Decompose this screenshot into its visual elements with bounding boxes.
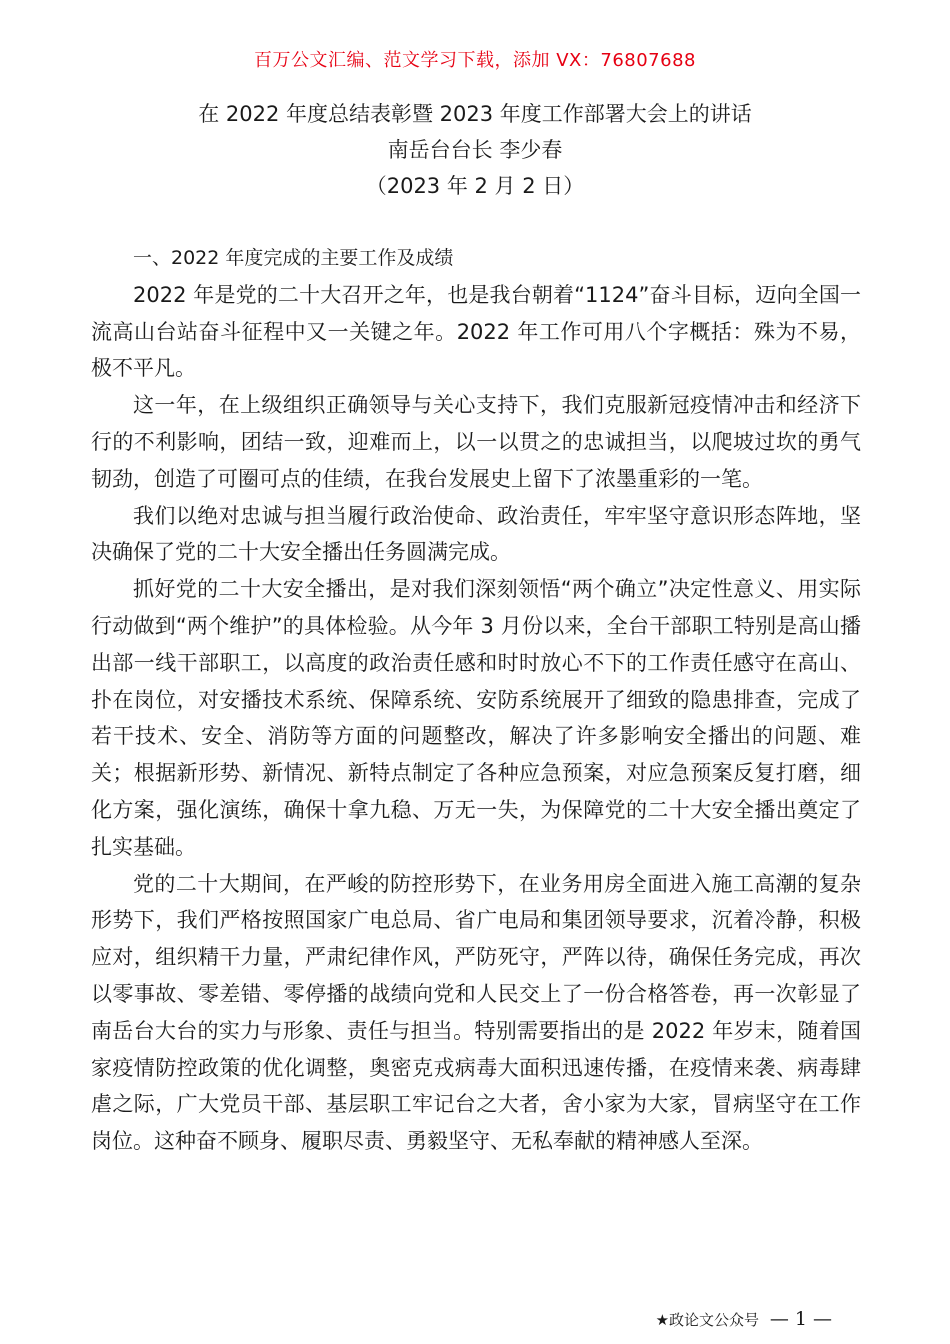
paragraph: 我们以绝对忠诚与担当履行政治使命、政治责任，牢牢坚守意识形态阵地，坚决确保了党的二十大安全播出任务圆满完成。 xyxy=(91,503,861,565)
page-number: — 1 — xyxy=(769,1308,832,1330)
speech-date: （2023 年 2 月 2 日） xyxy=(365,174,585,198)
speaker-line: 南岳台台长 李少春 xyxy=(387,138,563,162)
section-heading: 一、2022 年度完成的主要工作及成绩 xyxy=(133,247,454,269)
speech-title: 在 2022 年度总结表彰暨 2023 年度工作部署大会上的讲话 xyxy=(198,102,752,126)
footer-source: ★政论文公众号 xyxy=(655,1311,760,1329)
body-text xyxy=(91,240,861,1160)
paragraph: 党的二十大期间，在严峻的防控形势下，在业务用房全面进入施工高潮的复杂形势下，我们严格按照国家广电总局、省广电局和集团领导要求，沉着冷静，积极应对，组织精干力量，严肃纪律作风，严防死守，严阵以待，确保任务完成，再次以零事故、零差错、零停播的战绩向党和人民交上了一份合格答卷，再一次彰显了南岳台大台的实力与形象、责任与担当。特别需要指出的是 2022 年岁末，随着国家疫情防控政策的优化调整，奥密克戎病毒大面积迅速传播，在疫情来袭、病毒肆虐之际，广大党员干部、基层职工牢记台之大者，舍小家为大家，冒病坚守在工作岗位。这种奋不顾身、履职尽责、勇毅坚守、无私奉献的精神感人至深。 xyxy=(91,871,861,1154)
paragraph: 这一年，在上级组织正确领导与关心支持下，我们克服新冠疫情冲击和经济下行的不利影响，团结一致，迎难而上，以一以贯之的忠诚担当，以爬坡过坎的勇气韧劲，创造了可圈可点的佳绩，在我台发展史上留下了浓墨重彩的一笔。 xyxy=(91,393,861,491)
paragraph: 2022 年是党的二十大召开之年，也是我台朝着“1124”奋斗目标，迈向全国一流高山台站奋斗征程中又一关键之年。2022 年工作可用八个字概括：殊为不易，极不平凡。 xyxy=(91,282,861,381)
page-footer xyxy=(656,1308,832,1330)
title-block xyxy=(0,96,950,204)
paragraph: 抓好党的二十大安全播出，是对我们深刻领悟“两个确立”决定性意义、用实际行动做到“两个维护”的具体检验。从今年 3 月份以来，全台干部职工特别是高山播出部一线干部职工，以高度的政治责任感和时时放心不下的工作责任感守在高山、扑在岗位，对安播技术系统、保障系统、安防系统展开了细致的隐患排查，完成了若干技术、安全、消防等方面的问题整改，解决了许多影响安全播出的问题、难关；根据新形势、新情况、新特点制定了各种应急预案，对应急预案反复打磨，细化方案，强化演练，确保十拿九稳、万无一失，为保障党的二十大安全播出奠定了扎实基础。 xyxy=(91,577,861,859)
watermark-banner: 百万公文汇编、范文学习下载，添加 VX：76807688 xyxy=(254,50,696,71)
